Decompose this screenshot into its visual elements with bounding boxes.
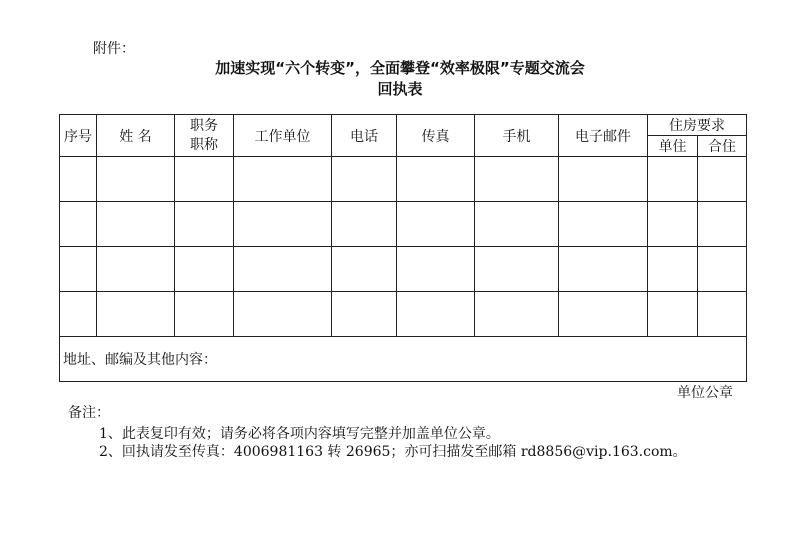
seal-label: 单位公章 (677, 385, 733, 401)
cell-seq[interactable] (60, 157, 97, 202)
header-mobile: 手机 (475, 115, 559, 157)
cell-single[interactable] (648, 157, 698, 202)
table-row (60, 247, 747, 292)
cell-seq[interactable] (60, 292, 97, 337)
header-name: 姓 名 (97, 115, 175, 157)
cell-mobile[interactable] (475, 202, 559, 247)
address-label: 地址、邮编及其他内容： (63, 352, 217, 368)
cell-position[interactable] (175, 157, 234, 202)
cell-shared[interactable] (698, 157, 747, 202)
header-position-line1: 职务 (190, 117, 218, 134)
header-row (60, 115, 747, 136)
cell-phone[interactable] (332, 202, 397, 247)
cell-phone[interactable] (332, 157, 397, 202)
notes-title: 备注： (68, 405, 110, 421)
address-row (60, 337, 747, 382)
cell-mobile[interactable] (475, 157, 559, 202)
header-position-line2: 职称 (190, 136, 218, 153)
cell-employer[interactable] (234, 292, 332, 337)
cell-shared[interactable] (698, 247, 747, 292)
cell-seq[interactable] (60, 247, 97, 292)
cell-name[interactable] (97, 202, 175, 247)
note-item-1: 1、此表复印有效；请务必将各项内容填写完整并加盖单位公章。 (99, 426, 500, 442)
header-position (175, 115, 234, 157)
cell-single[interactable] (648, 292, 698, 337)
cell-email[interactable] (559, 157, 648, 202)
document-title: 加速实现“六个转变”，全面攀登“效率极限”专题交流会 (215, 59, 585, 77)
header-seq: 序号 (60, 115, 97, 157)
cell-email[interactable] (559, 247, 648, 292)
document-subtitle: 回执表 (377, 80, 423, 98)
cell-name[interactable] (97, 292, 175, 337)
cell-employer[interactable] (234, 157, 332, 202)
note-item-2: 2、回执请发至传真：4006981163 转 26965；亦可扫描发至邮箱 rd8856@vip.163.com。 (99, 444, 687, 460)
cell-mobile[interactable] (475, 292, 559, 337)
table-row (60, 202, 747, 247)
cell-shared[interactable] (698, 292, 747, 337)
cell-phone[interactable] (332, 247, 397, 292)
cell-email[interactable] (559, 292, 648, 337)
reply-form-table (59, 114, 747, 382)
cell-position[interactable] (175, 292, 234, 337)
header-single: 单住 (648, 136, 698, 157)
cell-name[interactable] (97, 157, 175, 202)
cell-position[interactable] (175, 247, 234, 292)
header-email: 电子邮件 (559, 115, 648, 157)
cell-single[interactable] (648, 202, 698, 247)
header-housing: 住房要求 (648, 115, 747, 136)
table-row (60, 157, 747, 202)
attachment-label: 附件： (93, 41, 135, 57)
cell-name[interactable] (97, 247, 175, 292)
cell-employer[interactable] (234, 202, 332, 247)
cell-phone[interactable] (332, 292, 397, 337)
address-cell[interactable] (60, 337, 747, 382)
header-shared: 合住 (698, 136, 747, 157)
cell-employer[interactable] (234, 247, 332, 292)
header-fax: 传真 (397, 115, 475, 157)
cell-fax[interactable] (397, 202, 475, 247)
header-employer: 工作单位 (234, 115, 332, 157)
cell-email[interactable] (559, 202, 648, 247)
cell-fax[interactable] (397, 157, 475, 202)
cell-fax[interactable] (397, 247, 475, 292)
table-row (60, 292, 747, 337)
header-phone: 电话 (332, 115, 397, 157)
cell-fax[interactable] (397, 292, 475, 337)
cell-seq[interactable] (60, 202, 97, 247)
cell-mobile[interactable] (475, 247, 559, 292)
cell-position[interactable] (175, 202, 234, 247)
cell-single[interactable] (648, 247, 698, 292)
cell-shared[interactable] (698, 202, 747, 247)
